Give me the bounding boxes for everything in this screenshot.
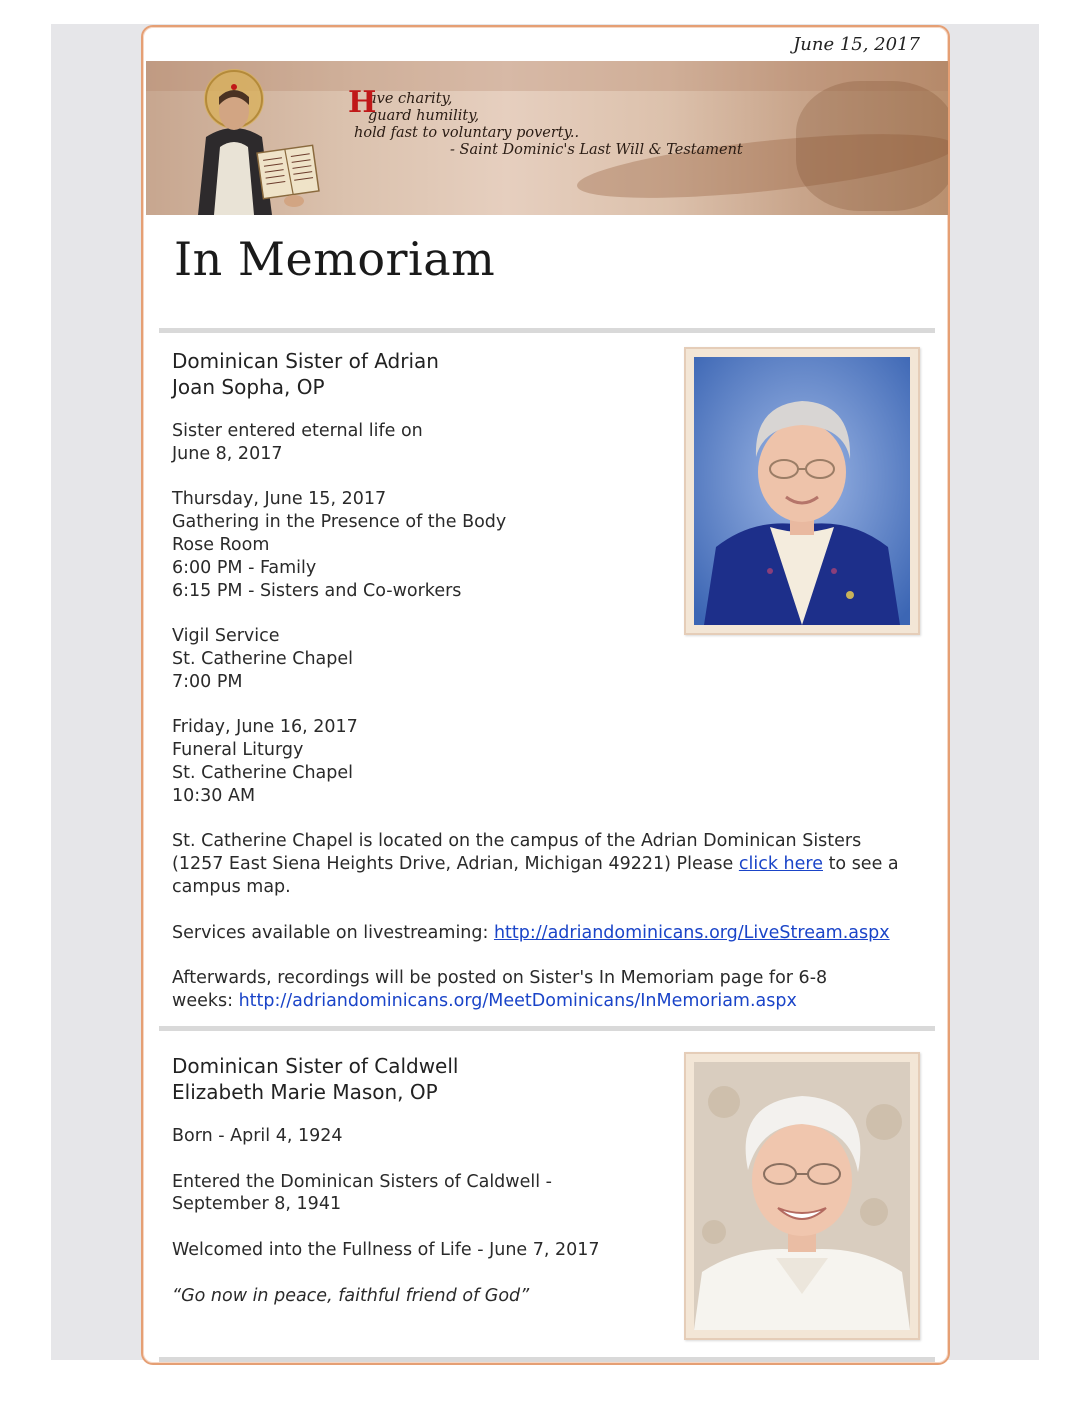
vigil-location: St. Catherine Chapel — [172, 648, 354, 669]
banner-quote — [348, 85, 743, 159]
campus-map-link[interactable]: click here — [738, 854, 823, 875]
portrait-image — [694, 357, 910, 625]
death-date: June 8, 2017 — [172, 443, 283, 464]
section-divider — [159, 328, 935, 333]
location-paragraph — [172, 830, 932, 898]
funeral-time: 10:30 AM — [172, 785, 256, 806]
recordings-line: Afterwards, recordings will be posted on Sister's In Memoriam page for 6-8 — [172, 968, 828, 989]
location-line: campus map. — [172, 876, 291, 897]
vigil-schedule — [172, 625, 932, 693]
funeral-location: St. Catherine Chapel — [172, 762, 354, 783]
death-notice-line: Sister entered eternal life on — [172, 421, 423, 441]
memoriam-entry-mason — [172, 1053, 600, 1307]
funeral-date: Friday, June 16, 2017 — [172, 717, 358, 738]
entry-name: Elizabeth Marie Mason, OP — [172, 1080, 438, 1104]
funeral-schedule — [172, 716, 932, 807]
quote-drop-cap: H — [348, 85, 377, 120]
location-line: (1257 East Siena Heights Drive, Adrian, Michigan 49221) Please click here to see a — [172, 854, 899, 875]
header-banner — [146, 61, 948, 215]
vigil-time: 7:00 PM — [172, 671, 243, 692]
newsletter-card — [141, 25, 950, 1365]
location-line: St. Catherine Chapel is located on the campus of the Adrian Dominican Sisters — [172, 831, 862, 852]
entered-date: September 8, 1941 — [172, 1194, 342, 1215]
quote-attribution: - Saint Dominic's Last Will & Testament — [450, 142, 743, 158]
page-title: In Memoriam — [174, 232, 496, 286]
vigil-title: Vigil Service — [172, 626, 280, 647]
entered-line: Entered the Dominican Sisters of Caldwell - — [172, 1171, 552, 1192]
entry-congregation: Dominican Sister of Adrian — [172, 349, 439, 373]
photo-elizabeth-mason — [684, 1052, 920, 1340]
saint-dominic-image — [168, 67, 328, 215]
entry-name: Joan Sopha, OP — [172, 375, 325, 399]
quote-line-2: guard humility, — [368, 108, 480, 124]
memorial-quote: “Go now in peace, faithful friend of God” — [172, 1285, 530, 1306]
gathering-time-sisters: 6:15 PM - Sisters and Co-workers — [172, 580, 462, 601]
birth-date: Born - April 4, 1924 — [172, 1126, 343, 1146]
in-memoriam-page-link[interactable]: http://adriandominicans.org/MeetDominicans/InMemoriam.aspx — [238, 990, 797, 1011]
livestream-paragraph: Services available on livestreaming: http://adriandominicans.org/LiveStream.aspx — [172, 922, 890, 943]
section-divider — [159, 1357, 935, 1362]
entry-congregation: Dominican Sister of Caldwell — [172, 1054, 459, 1078]
recordings-line: weeks: http://adriandominicans.org/MeetDominicans/InMemoriam.aspx — [172, 990, 797, 1011]
gathering-time-family: 6:00 PM - Family — [172, 557, 317, 578]
funeral-title: Funeral Liturgy — [172, 740, 304, 761]
recordings-paragraph — [172, 967, 932, 1013]
livestream-link[interactable]: http://adriandominicans.org/LiveStream.aspx — [493, 922, 890, 943]
gathering-location: Rose Room — [172, 534, 270, 555]
gathering-date: Thursday, June 15, 2017 — [172, 489, 387, 510]
newsletter-date: June 15, 2017 — [793, 34, 920, 55]
death-notice: Welcomed into the Fullness of Life - June 7, 2017 — [172, 1239, 600, 1260]
photo-joan-sopha — [684, 347, 920, 635]
quote-line-1: ave charity, — [368, 91, 453, 107]
gathering-title: Gathering in the Presence of the Body — [172, 512, 507, 533]
quote-line-3: hold fast to voluntary poverty.. — [354, 125, 580, 141]
section-divider — [159, 1026, 935, 1031]
entered-notice — [172, 1171, 600, 1217]
portrait-image — [694, 1062, 910, 1330]
